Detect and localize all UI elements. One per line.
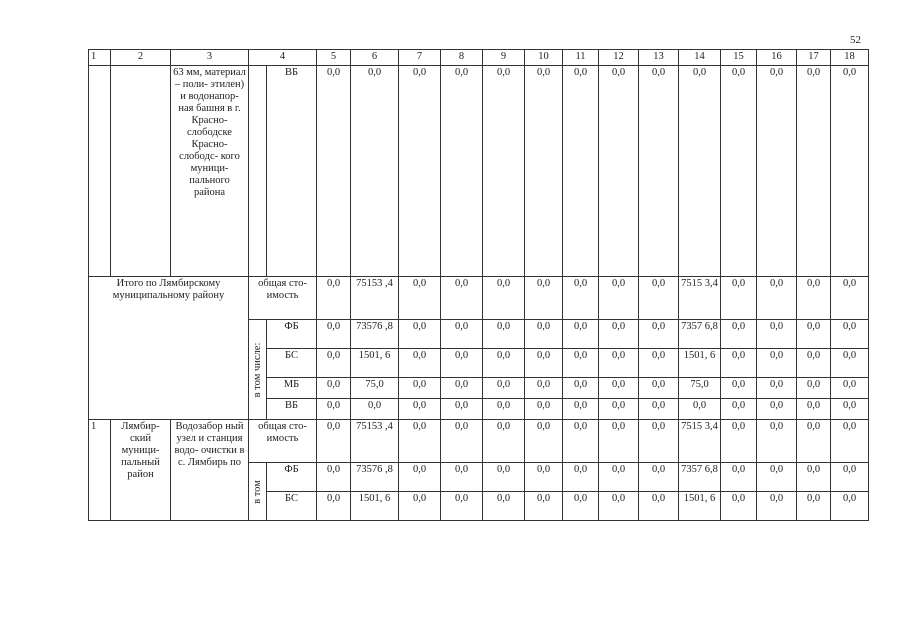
value-cell: 0,0 [721,378,757,399]
value-cell: 0,0 [399,463,441,492]
value-cell: 0,0 [757,492,797,521]
value-cell: 0,0 [831,420,869,463]
value-cell: 0,0 [483,349,525,378]
value-cell: 0,0 [317,349,351,378]
value-cell: 0,0 [721,399,757,420]
value-cell: 0,0 [399,420,441,463]
district-cell [111,66,171,277]
value-cell: 0,0 [483,378,525,399]
value-cell: 0,0 [599,399,639,420]
value-cell: 7515 3,4 [679,277,721,320]
fund-cell: БС [267,349,317,378]
value-cell: 7357 6,8 [679,463,721,492]
header-cell: 14 [679,50,721,66]
header-cell: 11 [563,50,599,66]
fund-cell: ФБ [267,463,317,492]
value-cell: 73576 ,8 [351,463,399,492]
fund-cell: общая сто- имость [249,277,317,320]
value-cell: 0,0 [441,320,483,349]
value-cell: 0,0 [721,320,757,349]
header-cell: 4 [249,50,317,66]
header-cell: 12 [599,50,639,66]
value-cell: 0,0 [441,66,483,277]
value-cell: 0,0 [721,66,757,277]
value-cell: 0,0 [525,349,563,378]
value-cell: 0,0 [721,277,757,320]
table-row [89,66,869,277]
fund-cell: ФБ [267,320,317,349]
header-cell: 9 [483,50,525,66]
value-cell: 0,0 [599,420,639,463]
value-cell: 0,0 [797,420,831,463]
value-cell: 0,0 [757,277,797,320]
budget-table [88,49,869,521]
value-cell: 0,0 [351,66,399,277]
object-cell: Водозабор ный узел и станция водо- очистки в с. Лямбирь по [171,420,249,521]
value-cell: 0,0 [525,492,563,521]
page-number: 52 [850,34,861,46]
value-cell: 0,0 [525,378,563,399]
value-cell: 0,0 [483,420,525,463]
value-cell: 1501, 6 [679,492,721,521]
value-cell: 0,0 [563,420,599,463]
value-cell: 0,0 [797,349,831,378]
value-cell: 0,0 [639,399,679,420]
header-cell: 1 [89,50,111,66]
value-cell: 0,0 [599,66,639,277]
value-cell: 0,0 [563,277,599,320]
value-cell: 0,0 [639,420,679,463]
value-cell: 0,0 [599,463,639,492]
header-cell: 5 [317,50,351,66]
value-cell: 0,0 [399,399,441,420]
value-cell: 0,0 [317,492,351,521]
value-cell: 0,0 [599,320,639,349]
value-cell: 0,0 [797,378,831,399]
value-cell: 0,0 [831,378,869,399]
value-cell: 0,0 [757,463,797,492]
value-cell: 0,0 [831,399,869,420]
value-cell: 0,0 [399,66,441,277]
value-cell: 0,0 [599,378,639,399]
value-cell: 0,0 [797,492,831,521]
vertical-label-cell [249,463,267,521]
num-cell [89,66,111,277]
header-cell: 18 [831,50,869,66]
value-cell: 0,0 [525,420,563,463]
total-label: Итого по Лямбирскому муниципальному району [89,277,249,420]
value-cell: 0,0 [639,492,679,521]
value-cell: 0,0 [399,349,441,378]
value-cell: 0,0 [399,320,441,349]
value-cell: 0,0 [757,320,797,349]
value-cell: 0,0 [679,66,721,277]
value-cell: 0,0 [721,349,757,378]
fund-cell: МБ [267,378,317,399]
value-cell: 75,0 [679,378,721,399]
value-cell: 0,0 [599,349,639,378]
value-cell: 0,0 [317,420,351,463]
value-cell: 0,0 [563,463,599,492]
value-cell: 0,0 [797,277,831,320]
value-cell: 0,0 [563,349,599,378]
district-cell: Лямбир- ский муници- пальный район [111,420,171,521]
value-cell: 0,0 [441,399,483,420]
value-cell: 0,0 [797,320,831,349]
value-cell: 0,0 [441,420,483,463]
value-cell: 0,0 [563,399,599,420]
value-cell: 0,0 [639,463,679,492]
value-cell: 0,0 [525,320,563,349]
value-cell: 1501, 6 [679,349,721,378]
value-cell: 0,0 [757,399,797,420]
value-cell: 75153 ,4 [351,277,399,320]
vertical-label: в том [251,479,263,504]
value-cell: 0,0 [721,492,757,521]
value-cell: 0,0 [483,492,525,521]
value-cell: 0,0 [797,463,831,492]
value-cell: 0,0 [831,66,869,277]
value-cell: 75,0 [351,378,399,399]
value-cell: 0,0 [399,492,441,521]
value-cell: 0,0 [639,378,679,399]
value-cell: 1501, 6 [351,349,399,378]
value-cell: 0,0 [639,320,679,349]
value-cell: 0,0 [563,492,599,521]
value-cell: 0,0 [831,492,869,521]
value-cell: 0,0 [483,66,525,277]
blank-cell [249,66,267,277]
value-cell: 73576 ,8 [351,320,399,349]
value-cell: 0,0 [441,277,483,320]
value-cell: 0,0 [483,320,525,349]
value-cell: 0,0 [317,463,351,492]
value-cell: 0,0 [679,399,721,420]
value-cell: 7357 6,8 [679,320,721,349]
value-cell: 0,0 [441,378,483,399]
value-cell: 0,0 [317,277,351,320]
header-cell: 7 [399,50,441,66]
value-cell: 0,0 [399,378,441,399]
value-cell: 0,0 [441,463,483,492]
value-cell: 0,0 [831,277,869,320]
header-cell: 8 [441,50,483,66]
fund-cell: общая сто- имость [249,420,317,463]
table-row [89,50,869,66]
value-cell: 0,0 [599,492,639,521]
header-cell: 10 [525,50,563,66]
value-cell: 0,0 [639,349,679,378]
value-cell: 0,0 [721,463,757,492]
header-cell: 15 [721,50,757,66]
value-cell: 0,0 [831,320,869,349]
value-cell: 0,0 [525,463,563,492]
value-cell: 1501, 6 [351,492,399,521]
value-cell: 0,0 [563,378,599,399]
value-cell: 0,0 [441,492,483,521]
value-cell: 0,0 [757,349,797,378]
value-cell: 0,0 [351,399,399,420]
value-cell: 0,0 [317,399,351,420]
value-cell: 0,0 [797,66,831,277]
value-cell: 0,0 [831,349,869,378]
value-cell: 0,0 [317,66,351,277]
value-cell: 0,0 [563,320,599,349]
fund-cell: БС [267,492,317,521]
header-cell: 2 [111,50,171,66]
value-cell: 0,0 [721,420,757,463]
value-cell: 0,0 [563,66,599,277]
value-cell: 0,0 [525,66,563,277]
vertical-label-cell [249,320,267,420]
header-cell: 17 [797,50,831,66]
value-cell: 0,0 [483,399,525,420]
value-cell: 0,0 [757,66,797,277]
value-cell: 0,0 [399,277,441,320]
table-row [89,277,869,320]
header-cell: 16 [757,50,797,66]
num-cell: 1 [89,420,111,521]
value-cell: 7515 3,4 [679,420,721,463]
value-cell: 0,0 [599,277,639,320]
value-cell: 0,0 [831,463,869,492]
value-cell: 0,0 [525,277,563,320]
value-cell: 0,0 [483,463,525,492]
value-cell: 0,0 [797,399,831,420]
header-cell: 3 [171,50,249,66]
value-cell: 0,0 [317,320,351,349]
value-cell: 0,0 [639,277,679,320]
object-cell: 63 мм, материал – поли- этилен) и водонапор- ная башня в г. Красно- слободске Красно- слободс- кого муници- пального района [171,66,249,277]
value-cell: 0,0 [757,378,797,399]
header-cell: 13 [639,50,679,66]
table-row [89,420,869,463]
fund-cell: ВБ [267,399,317,420]
value-cell: 0,0 [639,66,679,277]
value-cell: 0,0 [525,399,563,420]
value-cell: 0,0 [441,349,483,378]
fund-cell: ВБ [267,66,317,277]
value-cell: 0,0 [757,420,797,463]
value-cell: 0,0 [317,378,351,399]
header-cell: 6 [351,50,399,66]
value-cell: 75153 ,4 [351,420,399,463]
value-cell: 0,0 [483,277,525,320]
vertical-label: в том числе: [251,342,263,397]
